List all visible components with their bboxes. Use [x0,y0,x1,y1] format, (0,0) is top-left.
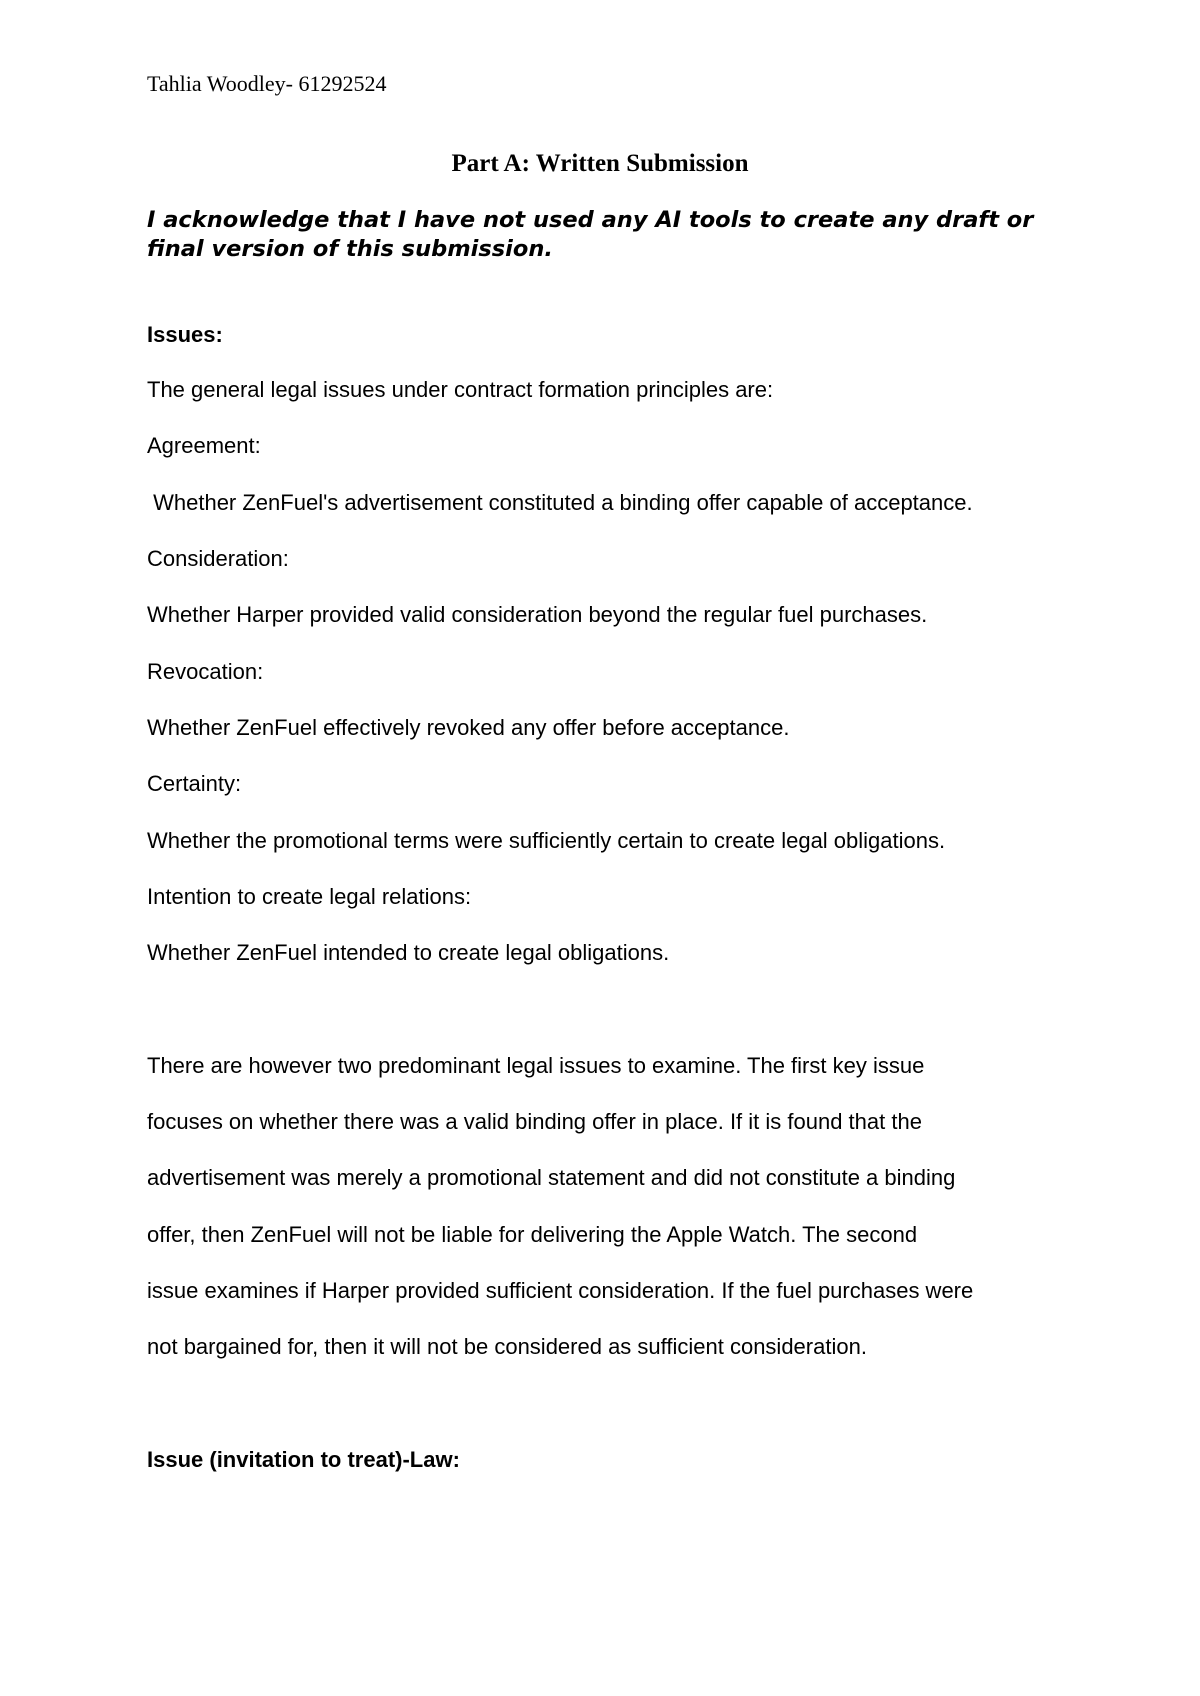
issue-text-consideration: Whether Harper provided valid consideration beyond the regular fuel purchases. [147,602,928,627]
issue-text-intention: Whether ZenFuel intended to create legal obligations. [147,940,670,965]
paragraph-line: focuses on whether there was a valid binding offer in place. If it is found that the [147,1109,922,1134]
paragraph-line: not bargained for, then it will not be considered as sufficient consideration. [147,1334,867,1359]
paragraph-line: There are however two predominant legal issues to examine. The first key issue [147,1053,925,1078]
issue-label-revocation: Revocation: [147,659,264,684]
issues-intro: The general legal issues under contract formation principles are: [147,377,774,402]
issue-label-consideration: Consideration: [147,546,289,571]
page-title: Part A: Written Submission [451,150,749,177]
paragraph-line: issue examines if Harper provided sufficient consideration. If the fuel purchases were [147,1278,974,1303]
paragraph-line: offer, then ZenFuel will not be liable for delivering the Apple Watch. The second [147,1222,918,1247]
issue-text-certainty: Whether the promotional terms were sufficiently certain to create legal obligations. [147,828,946,853]
issue-label-intention: Intention to create legal relations: [147,884,472,909]
invitation-to-treat-heading: Issue (invitation to treat)-Law: [147,1447,460,1472]
issue-label-agreement: Agreement: [147,433,261,458]
issues-heading: Issues: [147,322,223,347]
issue-text-agreement: Whether ZenFuel's advertisement constituted a binding offer capable of acceptance. [147,490,973,515]
issue-text-revocation: Whether ZenFuel effectively revoked any offer before acceptance. [147,715,790,740]
author-header: Tahlia Woodley- 61292524 [147,71,387,96]
ai-acknowledgement: I acknowledge that I have not used any AI tools to create any draft or final version of this submission. [147,207,1034,262]
paragraph-line: advertisement was merely a promotional statement and did not constitute a binding [147,1165,956,1190]
issue-label-certainty: Certainty: [147,771,242,796]
